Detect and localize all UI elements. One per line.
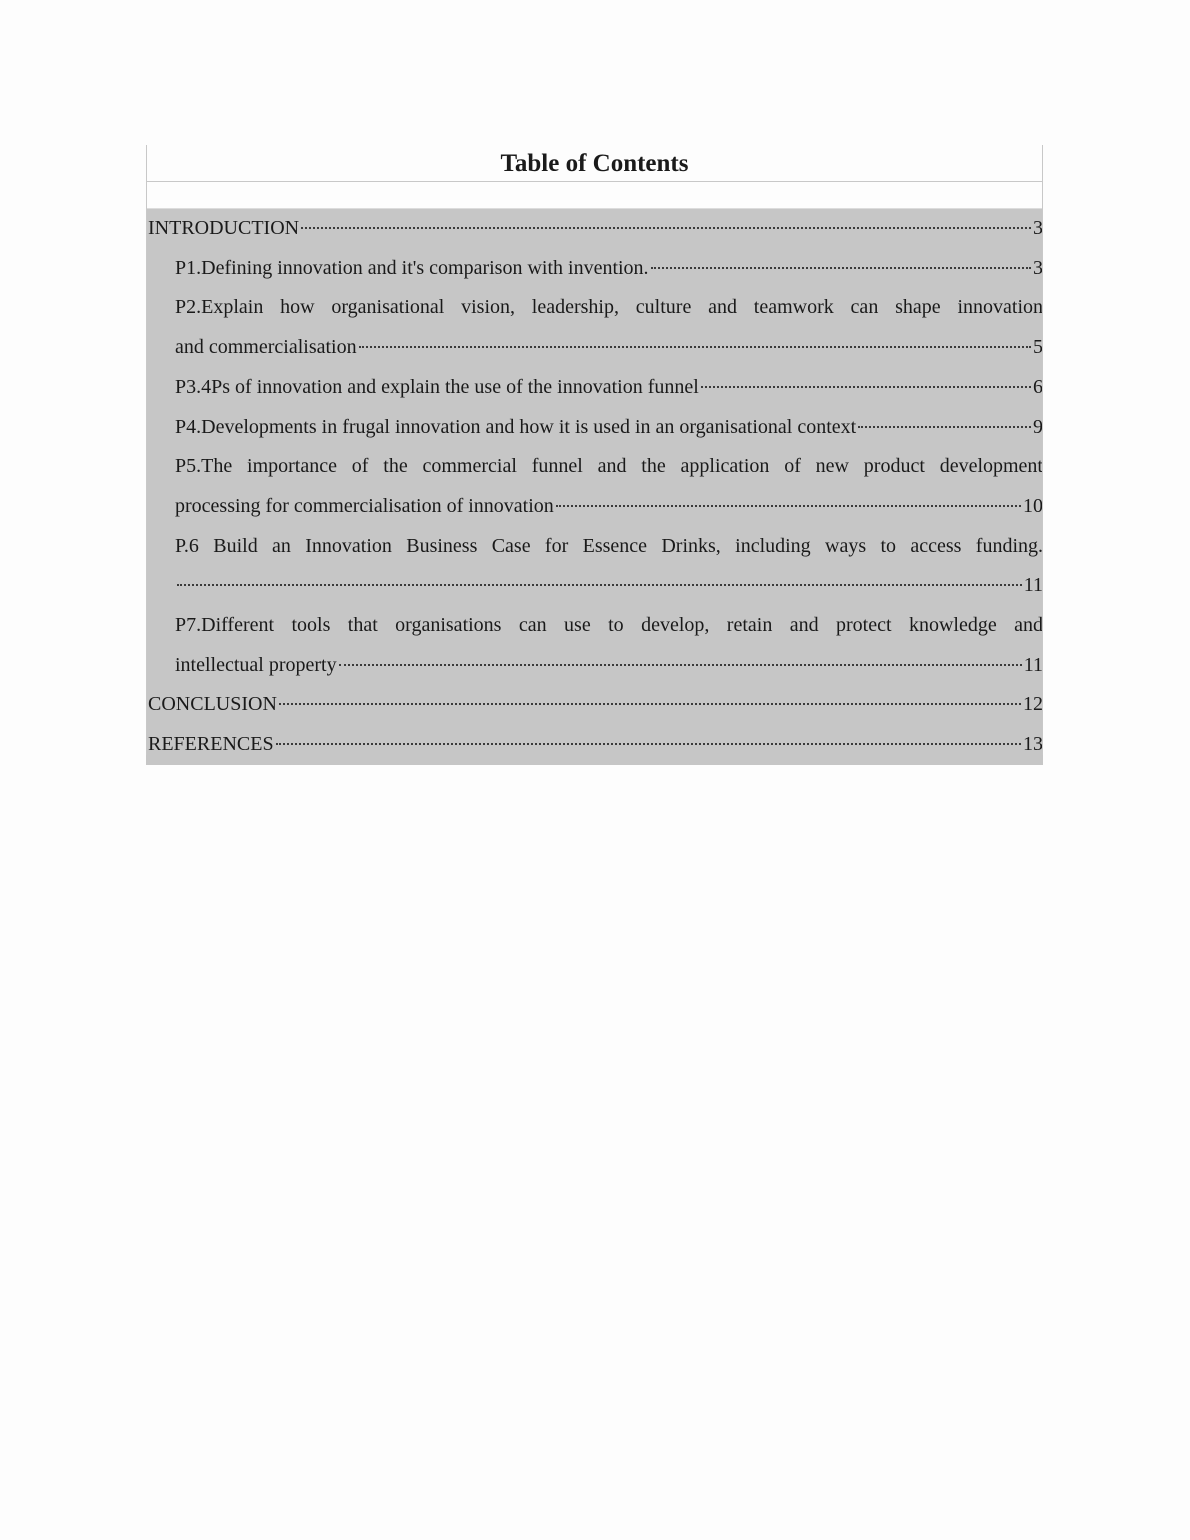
dot-leader xyxy=(177,564,1022,586)
toc-title: Table of Contents xyxy=(146,145,1043,182)
toc-entry-line xyxy=(148,209,1043,249)
toc-entry-text-line: P7.Different tools that organisations can use to develop, retain and protect knowledge and xyxy=(175,614,1043,637)
toc-entry-text-line: P.6 Build an Innovation Business Case for Essence Drinks, including ways to access funding. xyxy=(175,534,1043,557)
dot-leader xyxy=(276,723,1021,745)
toc-page-number: 11 xyxy=(1023,574,1043,597)
toc-entry-line xyxy=(175,368,1043,408)
toc-entry-line xyxy=(175,487,1043,527)
dot-leader xyxy=(701,366,1031,388)
toc-page-number: 5 xyxy=(1033,336,1043,359)
toc-entry[interactable] xyxy=(146,209,1043,249)
dot-leader xyxy=(556,485,1021,507)
toc-entry-line xyxy=(175,328,1043,368)
toc-entry-line xyxy=(175,646,1043,686)
toc-entry[interactable] xyxy=(146,725,1043,765)
toc-entry[interactable] xyxy=(146,368,1043,408)
dot-leader xyxy=(339,644,1022,666)
toc-entry[interactable] xyxy=(146,408,1043,448)
dot-leader xyxy=(858,406,1031,428)
toc-entry-title: P3.4Ps of innovation and explain the use of the innovation funnel xyxy=(175,375,699,398)
toc-entry-title: intellectual property xyxy=(175,653,337,676)
toc-entry-title: P4.Developments in frugal innovation and how it is used in an organisational context xyxy=(175,415,857,438)
toc-entry-title: processing for commercialisation of innovation xyxy=(175,494,554,517)
toc-page-number: 11 xyxy=(1023,653,1043,676)
dot-leader xyxy=(279,683,1021,705)
toc-page-number: 9 xyxy=(1033,415,1043,438)
toc-page-number: 3 xyxy=(1033,256,1043,279)
toc-entry[interactable] xyxy=(146,249,1043,289)
toc-entry[interactable] xyxy=(146,447,1043,526)
table-of-contents xyxy=(146,145,1043,765)
toc-spacer-row xyxy=(146,182,1043,209)
toc-entry-text-line: P5.The importance of the commercial funnel and the application of new product development xyxy=(175,455,1043,478)
toc-entry[interactable] xyxy=(146,685,1043,725)
toc-entry-title: INTRODUCTION xyxy=(148,217,300,239)
toc-entry-line xyxy=(175,408,1043,448)
toc-page-number: 3 xyxy=(1033,217,1043,239)
toc-right-border xyxy=(1042,145,1043,755)
toc-entry-title: REFERENCES xyxy=(148,733,274,756)
dot-leader xyxy=(359,326,1031,348)
toc-entry[interactable] xyxy=(146,288,1043,367)
toc-page-number: 12 xyxy=(1023,693,1043,716)
toc-entry[interactable] xyxy=(146,606,1043,685)
toc-page-number: 10 xyxy=(1023,494,1043,517)
toc-entry-line xyxy=(175,566,1043,606)
toc-entry-line xyxy=(148,685,1043,725)
toc-entry-line xyxy=(175,249,1043,289)
toc-page-number: 6 xyxy=(1033,375,1043,398)
dot-leader xyxy=(301,207,1031,229)
toc-entries xyxy=(146,209,1043,765)
toc-entry-title: P1.Defining innovation and it's comparison with invention. xyxy=(175,256,649,279)
toc-entry-title: CONCLUSION xyxy=(148,693,277,716)
toc-entry[interactable] xyxy=(146,527,1043,606)
toc-entry-text-line: P2.Explain how organisational vision, leadership, culture and teamwork can shape innovation xyxy=(175,296,1043,319)
toc-left-border xyxy=(146,145,147,755)
toc-entry-title: and commercialisation xyxy=(175,336,357,359)
toc-page-number: 13 xyxy=(1023,733,1043,756)
toc-entry-line xyxy=(148,725,1043,765)
dot-leader xyxy=(651,247,1031,269)
